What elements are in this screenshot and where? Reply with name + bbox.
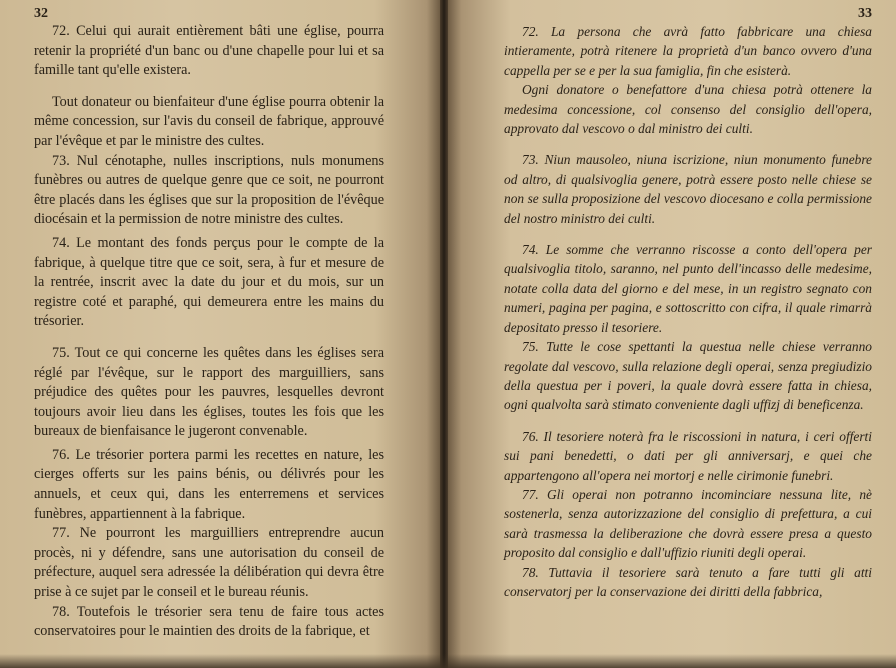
paragraph-72: 72. Celui qui aurait entièrement bâti une église, pourra retenir la propriété d'un banc ou d'une chapelle pour lui et sa famille tant qu'elle existera.	[34, 23, 384, 79]
paragraph-77: 77. Gli operai non potranno incominciare nessuna lite, nè sostenerla, senza autorizzazione del consiglio di prefettura, a cui sarà trasmessa la deliberazione che dovrà essere presa a questo proposito dal consiglio e dall'uffizio riuniti degli operai.	[504, 486, 872, 561]
paragraph-74: 74. Le montant des fonds perçus pour le compte de la fabrique, à quelque titre que ce soit, sera, à fur et mesure de la rentrée, inscrit avec la date du jour et du mois, sur un registre coté et paraphé, qui demeurera entre les mains du trésorier.	[34, 234, 384, 330]
paragraph-76: 76. Le trésorier portera parmi les recettes en nature, les cierges offerts sur les pains bénis, ou délivrés pour les annuels, et ceux qui, dans les enterremens et services funèbres, appartiennent à la fabrique.	[34, 446, 384, 522]
paragraph-78: 78. Toutefois le trésorier sera tenu de faire tous actes conservatoires pour le maintien des droits de la fabrique, et	[34, 603, 384, 640]
page-number: 33	[858, 6, 872, 21]
right-page	[448, 0, 896, 668]
paragraph-75: 75. Tout ce qui concerne les quêtes dans les églises sera réglé par l'évêque, sur le rapport des marguilliers, sans préjudice des quêtes pour les pauvres, lesquelles devront toujours avoir lieu dans les églises, toutes les fois que les bureaux de bienfaisance le jugeront convenable.	[34, 344, 384, 440]
paragraph-74: 74. Le somme che verranno riscosse a conto dell'opera per qualsivoglia titolo, saranno, nel punto dell'incasso delle medesime, notate colla data del giorno e del mese, in un registro segnato con numeri, pagina per pagina, e sottoscritto con cifra, il quale rimarrà depositato presso il tesoriere.	[504, 242, 872, 335]
paragraph-73: 73. Niun mausoleo, niuna iscrizione, niun monumento funebre od altro, di qualsivoglia genere, potrà essere posto nelle chiese se non se sulla proposizione del vescovo diocesano e colla permissione del nostro ministro dei culti.	[504, 152, 872, 226]
book-spine	[440, 0, 448, 668]
paragraph-73: 73. Nul cénotaphe, nulles inscriptions, nuls monumens funèbres ou autres de quelque genre que ce soit, ne pourront être placés dans les églises que sur la proposition de l'évêque diocésain et la permission de notre ministre des cultes.	[34, 152, 384, 228]
paragraph-72: 72. La persona che avrà fatto fabbricare una chiesa intieramente, potrà ritenere la proprietà d'un banco ovvero d'una cappella per se e per la sua famiglia, fin che esisterà.	[504, 24, 872, 78]
paragraph-76: 76. Il tesoriere noterà fra le riscossioni in natura, i ceri offerti sui pani benedetti, o dati per gli anniversarj, e quei che appartengono all'opera nei mortorj e nelle cirimonie funebri.	[504, 428, 872, 483]
paragraph-75: 75. Tutte le cose spettanti la questua nelle chiese verranno regolate dal vescovo, sulla relazione degli operai, senza pregiudizio della questua per i poveri, la quale dovrà essere fatta in chiesa, ogni qualvolta sarà stimato conveniente dagli uffizj di beneficenza.	[504, 339, 872, 413]
left-page	[0, 0, 440, 668]
page-number: 32	[34, 6, 48, 21]
paragraph-77: 77. Ne pourront les marguilliers entreprendre aucun procès, ni y défendre, sans une autorisation du conseil de préfecture, auquel sera adressée la délibération qui devra être prise à ce sujet par le conseil et le bureau réunis.	[34, 525, 384, 601]
paragraph-78: 78. Tuttavia il tesoriere sarà tenuto a fare tutti gli atti conservatorj per la conservazione dei diritti della fabbrica,	[504, 564, 872, 599]
page-bottom-shadow	[0, 654, 896, 668]
paragraph-72-donor: Tout donateur ou bienfaiteur d'une église pourra obtenir la même concession, sur l'avis du conseil de fabrique, approuvé par l'évêque et par le ministre des cultes.	[34, 93, 384, 149]
paragraph-72-donor: Ogni donatore o benefattore d'una chiesa potrà ottenere la medesima concessione, col consenso del consiglio dell'opera, approvato dal vescovo o dal ministro dei culti.	[504, 82, 872, 137]
